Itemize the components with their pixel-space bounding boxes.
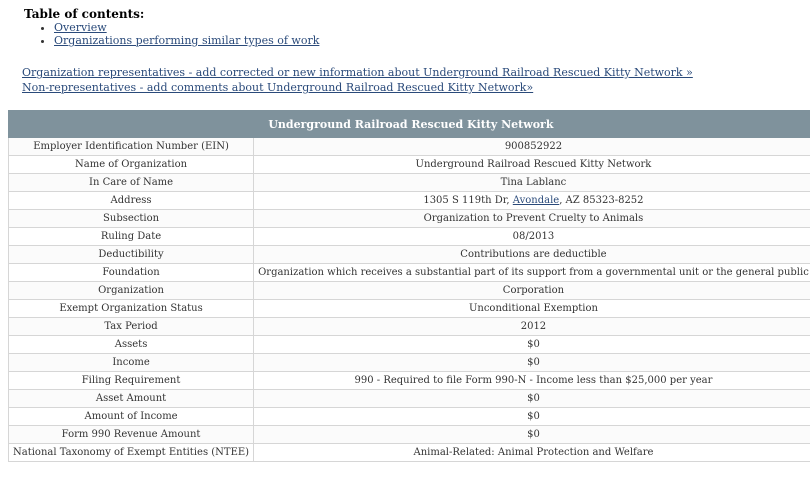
table-row	[9, 300, 810, 318]
row-value: Organization which receives a substantial part of its support from a governmental unit or the general public	[254, 264, 810, 282]
table-row	[9, 174, 810, 192]
table-row	[9, 354, 810, 372]
table-body	[9, 138, 810, 462]
table-row	[9, 192, 810, 210]
table-row	[9, 426, 810, 444]
organization-info-table	[8, 110, 810, 462]
row-label: In Care of Name	[9, 174, 254, 192]
row-label: Deductibility	[9, 246, 254, 264]
row-value: Underground Railroad Rescued Kitty Network	[254, 156, 810, 174]
row-label: Amount of Income	[9, 408, 254, 426]
row-label: Foundation	[9, 264, 254, 282]
representatives-link[interactable]: Organization representatives - add corrected or new information about Underground Railroad Rescued Kitty Network »	[22, 66, 693, 79]
toc-title: Table of contents:	[24, 7, 145, 21]
row-value: 900852922	[254, 138, 810, 156]
row-value	[254, 192, 810, 210]
table-row	[9, 372, 810, 390]
row-label: Filing Requirement	[9, 372, 254, 390]
table-title: Underground Railroad Rescued Kitty Network	[9, 111, 810, 138]
table-row	[9, 210, 810, 228]
row-value: 08/2013	[254, 228, 810, 246]
row-value: 990 - Required to file Form 990-N - Income less than $25,000 per year	[254, 372, 810, 390]
row-value: Unconditional Exemption	[254, 300, 810, 318]
table-row	[9, 282, 810, 300]
row-label: Organization	[9, 282, 254, 300]
row-value: $0	[254, 408, 810, 426]
table-of-contents	[24, 8, 319, 47]
address-state-zip: , AZ 85323-8252	[559, 195, 644, 206]
row-label: Subsection	[9, 210, 254, 228]
table-row	[9, 318, 810, 336]
row-label: Asset Amount	[9, 390, 254, 408]
row-value: $0	[254, 390, 810, 408]
row-label: Exempt Organization Status	[9, 300, 254, 318]
row-value: Corporation	[254, 282, 810, 300]
row-value: Organization to Prevent Cruelty to Animals	[254, 210, 810, 228]
row-value: $0	[254, 426, 810, 444]
row-value: $0	[254, 354, 810, 372]
row-label: National Taxonomy of Exempt Entities (NTEE)	[9, 444, 254, 462]
table-row	[9, 390, 810, 408]
row-label: Ruling Date	[9, 228, 254, 246]
toc-item-overview	[54, 21, 319, 34]
toc-list	[24, 21, 319, 47]
table-row	[9, 138, 810, 156]
table-header-row	[9, 111, 810, 138]
address-street: 1305 S 119th Dr,	[423, 195, 513, 206]
row-label: Name of Organization	[9, 156, 254, 174]
table-row	[9, 408, 810, 426]
row-label: Form 990 Revenue Amount	[9, 426, 254, 444]
toc-item-similar-orgs	[54, 34, 319, 47]
edit-links	[22, 65, 693, 95]
table-row	[9, 444, 810, 462]
row-value: Animal-Related: Animal Protection and Welfare	[254, 444, 810, 462]
table-row	[9, 246, 810, 264]
row-label: Employer Identification Number (EIN)	[9, 138, 254, 156]
toc-link-similar-orgs[interactable]: Organizations performing similar types of work	[54, 34, 320, 47]
row-value: 2012	[254, 318, 810, 336]
row-value: Contributions are deductible	[254, 246, 810, 264]
table-row	[9, 336, 810, 354]
row-value: Tina Lablanc	[254, 174, 810, 192]
row-label: Assets	[9, 336, 254, 354]
toc-link-overview[interactable]: Overview	[54, 21, 107, 34]
table-row	[9, 264, 810, 282]
non-representatives-link[interactable]: Non-representatives - add comments about Underground Railroad Rescued Kitty Network»	[22, 81, 534, 94]
row-label: Address	[9, 192, 254, 210]
row-label: Tax Period	[9, 318, 254, 336]
table-row	[9, 156, 810, 174]
row-value: $0	[254, 336, 810, 354]
table-row	[9, 228, 810, 246]
row-label: Income	[9, 354, 254, 372]
city-link[interactable]: Avondale	[512, 195, 560, 206]
